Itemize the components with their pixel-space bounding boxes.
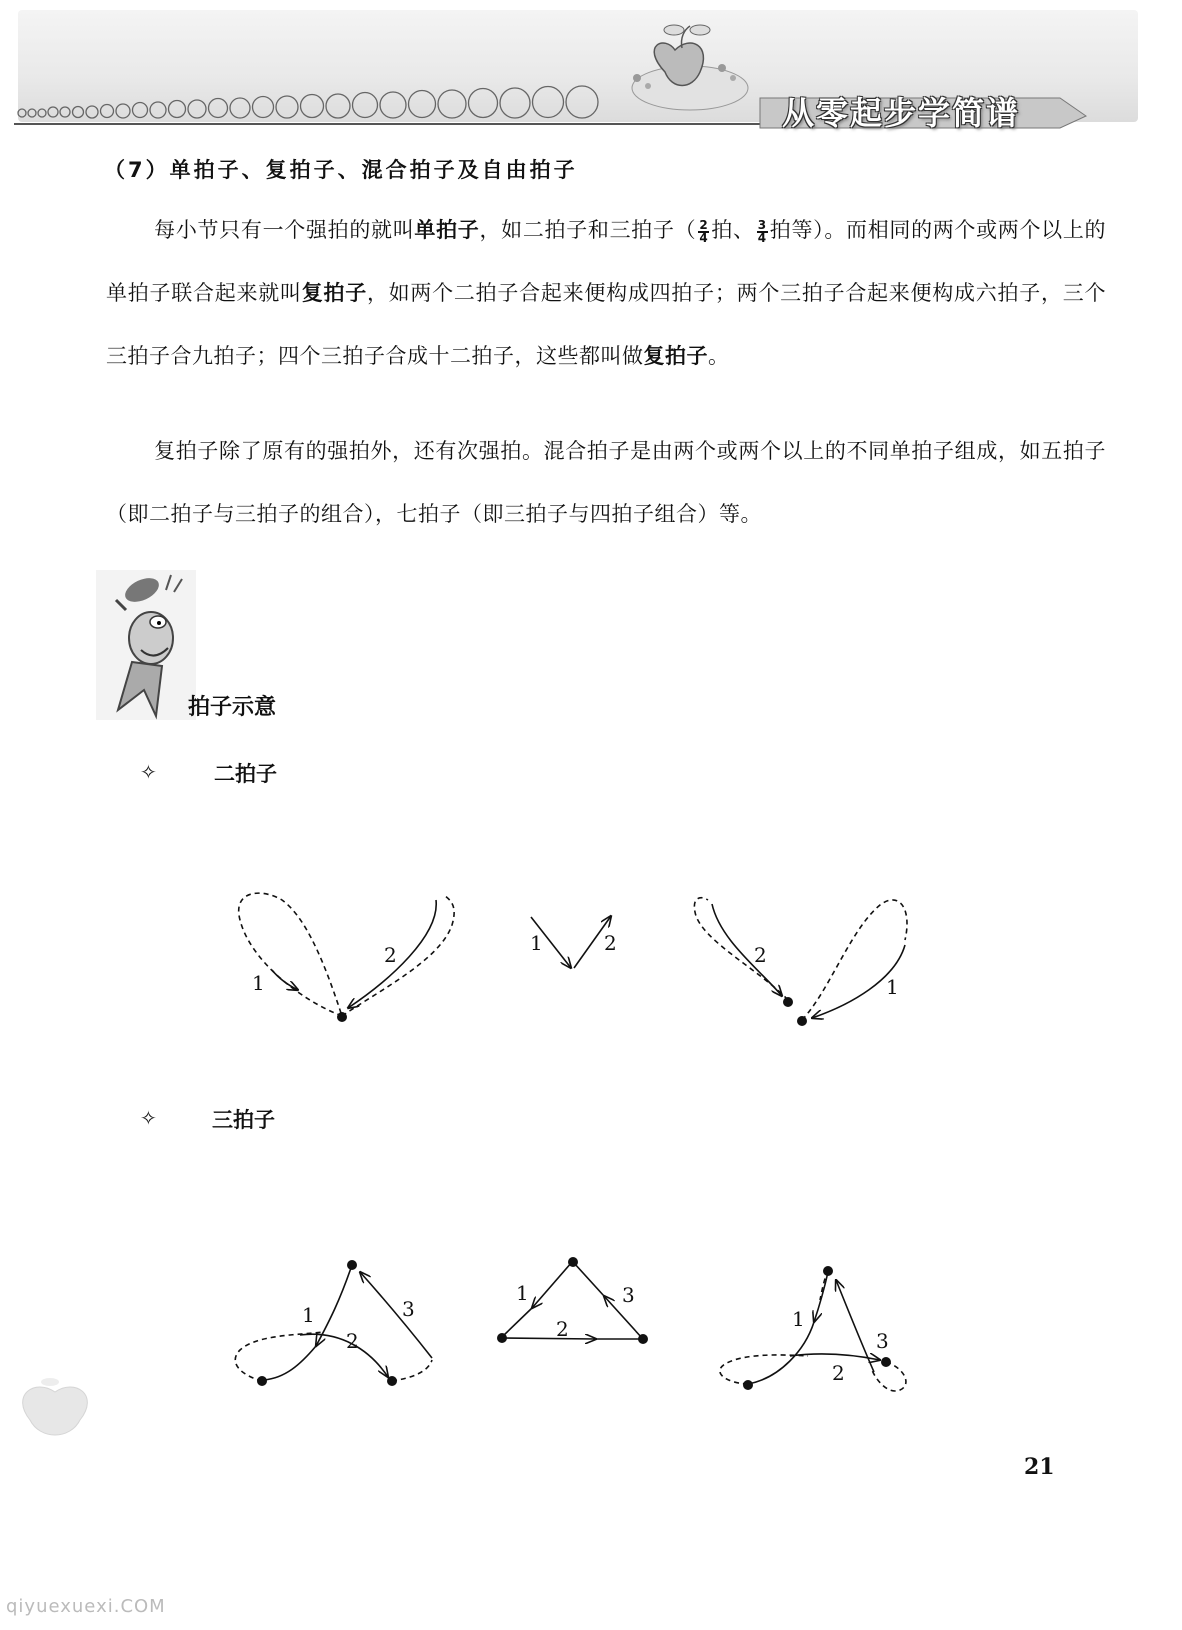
beat-label-2: 2: [832, 1361, 845, 1385]
sparkle-bullet-icon: ✧: [140, 1106, 157, 1130]
beat-path-dashed: [342, 895, 454, 1016]
beat-label-1: 1: [252, 971, 265, 995]
diagram-section-title: 拍子示意: [188, 695, 277, 720]
beat-label-1: 1: [886, 975, 899, 999]
beat-path-dashed: [239, 893, 342, 1016]
two-beat-label: 二拍子: [214, 762, 277, 786]
beat-path-dashed: [802, 900, 907, 1020]
beat-point: [337, 1012, 347, 1022]
beat-1-arrow: [814, 1272, 828, 1322]
beat-point: [387, 1376, 397, 1386]
two-beat-diagram-middle: [531, 916, 611, 968]
beat-point: [743, 1380, 753, 1390]
two-beat-diagram-right: [694, 898, 907, 1026]
term-compound-meter-2: 复拍子: [643, 344, 708, 368]
beat-3-arrow: [836, 1280, 874, 1372]
beat-3-tail: [574, 1263, 604, 1296]
beat-label-1: 1: [516, 1281, 529, 1305]
two-beat-diagram-left: [239, 893, 454, 1022]
para1-text-1: 每小节只有一个强拍的就叫: [154, 218, 415, 242]
beat-point: [257, 1376, 267, 1386]
beat-label-1: 1: [530, 931, 543, 955]
para1-text-5: ，如两个二拍子合起来便构成四拍子；两个三拍子合起来便构成六拍子，三个三拍子合九拍子；四个三拍子合成十二拍子，这些都叫做: [106, 281, 1107, 368]
beat-1-tail: [264, 1346, 316, 1380]
beat-label-2: 2: [384, 943, 397, 967]
beat-point: [568, 1257, 578, 1267]
section-heading: （7）单拍子、复拍子、混合拍子及自由拍子: [104, 158, 578, 182]
beat-label-1: 1: [302, 1303, 315, 1327]
beat-path-dashed: [872, 1362, 906, 1391]
beat-1-tail: [503, 1308, 532, 1336]
site-watermark: qiyuexuexi.COM: [6, 1596, 166, 1617]
beat-label-3: 3: [402, 1297, 415, 1321]
beat-label-2: 2: [346, 1329, 359, 1353]
faded-apple-decoration: [23, 1378, 88, 1435]
beat-label-2: 2: [556, 1317, 569, 1341]
time-signature-3-4: $\frac{3}{4}$: [757, 217, 767, 245]
beat-label-3: 3: [622, 1283, 635, 1307]
beat-2-arrow: [712, 904, 782, 996]
beat-label-1: 1: [792, 1307, 805, 1331]
beat-3-arrow: [360, 1272, 432, 1358]
beat-point: [638, 1334, 648, 1344]
beat-point: [783, 997, 793, 1007]
beat-1-arrow: [272, 970, 298, 990]
beat-path-dashed: [235, 1332, 324, 1381]
term-compound-meter: 复拍子: [301, 281, 367, 305]
beat-path-dashed: [694, 898, 788, 1000]
beat-point: [497, 1333, 507, 1343]
term-simple-meter: 单拍子: [414, 218, 480, 242]
page-number: 21: [1024, 1454, 1055, 1480]
beat-1-arrow: [532, 1262, 572, 1308]
beat-1-tail: [748, 1322, 814, 1384]
beat-2-arrow: [503, 1338, 596, 1339]
time-signature-2-4: $\frac{2}{4}$: [699, 217, 709, 245]
sparkle-bullet-icon: ✧: [140, 760, 157, 784]
three-beat-label: 三拍子: [212, 1108, 275, 1132]
beat-path-dashed: [392, 1360, 432, 1381]
para1-text-2: ，如二拍子和三拍子（: [479, 218, 697, 242]
beat-point: [347, 1260, 357, 1270]
beat-point: [823, 1266, 833, 1276]
para1-text-3: 拍、: [711, 218, 755, 242]
beat-label-3: 3: [876, 1329, 889, 1353]
book-title: 从零起步学简谱: [782, 94, 1021, 132]
para1-text-4: 拍等）。而相同的两个或两个以上的单拍子联合起来就叫: [106, 218, 1107, 305]
beat-point: [881, 1357, 891, 1367]
beat-2-arrow: [300, 1334, 388, 1377]
para1-text-6: 。: [708, 344, 730, 368]
para2-text: 复拍子除了原有的强拍外，还有次强拍。混合拍子是由两个或两个以上的不同单拍子组成，如五拍子（即二拍子与三拍子的组合），七拍子（即三拍子与四拍子组合）等。: [106, 439, 1106, 526]
beat-label-2: 2: [754, 943, 767, 967]
three-beat-diagram-left: [235, 1260, 432, 1386]
beat-point: [797, 1016, 807, 1026]
beat-label-2: 2: [604, 931, 617, 955]
